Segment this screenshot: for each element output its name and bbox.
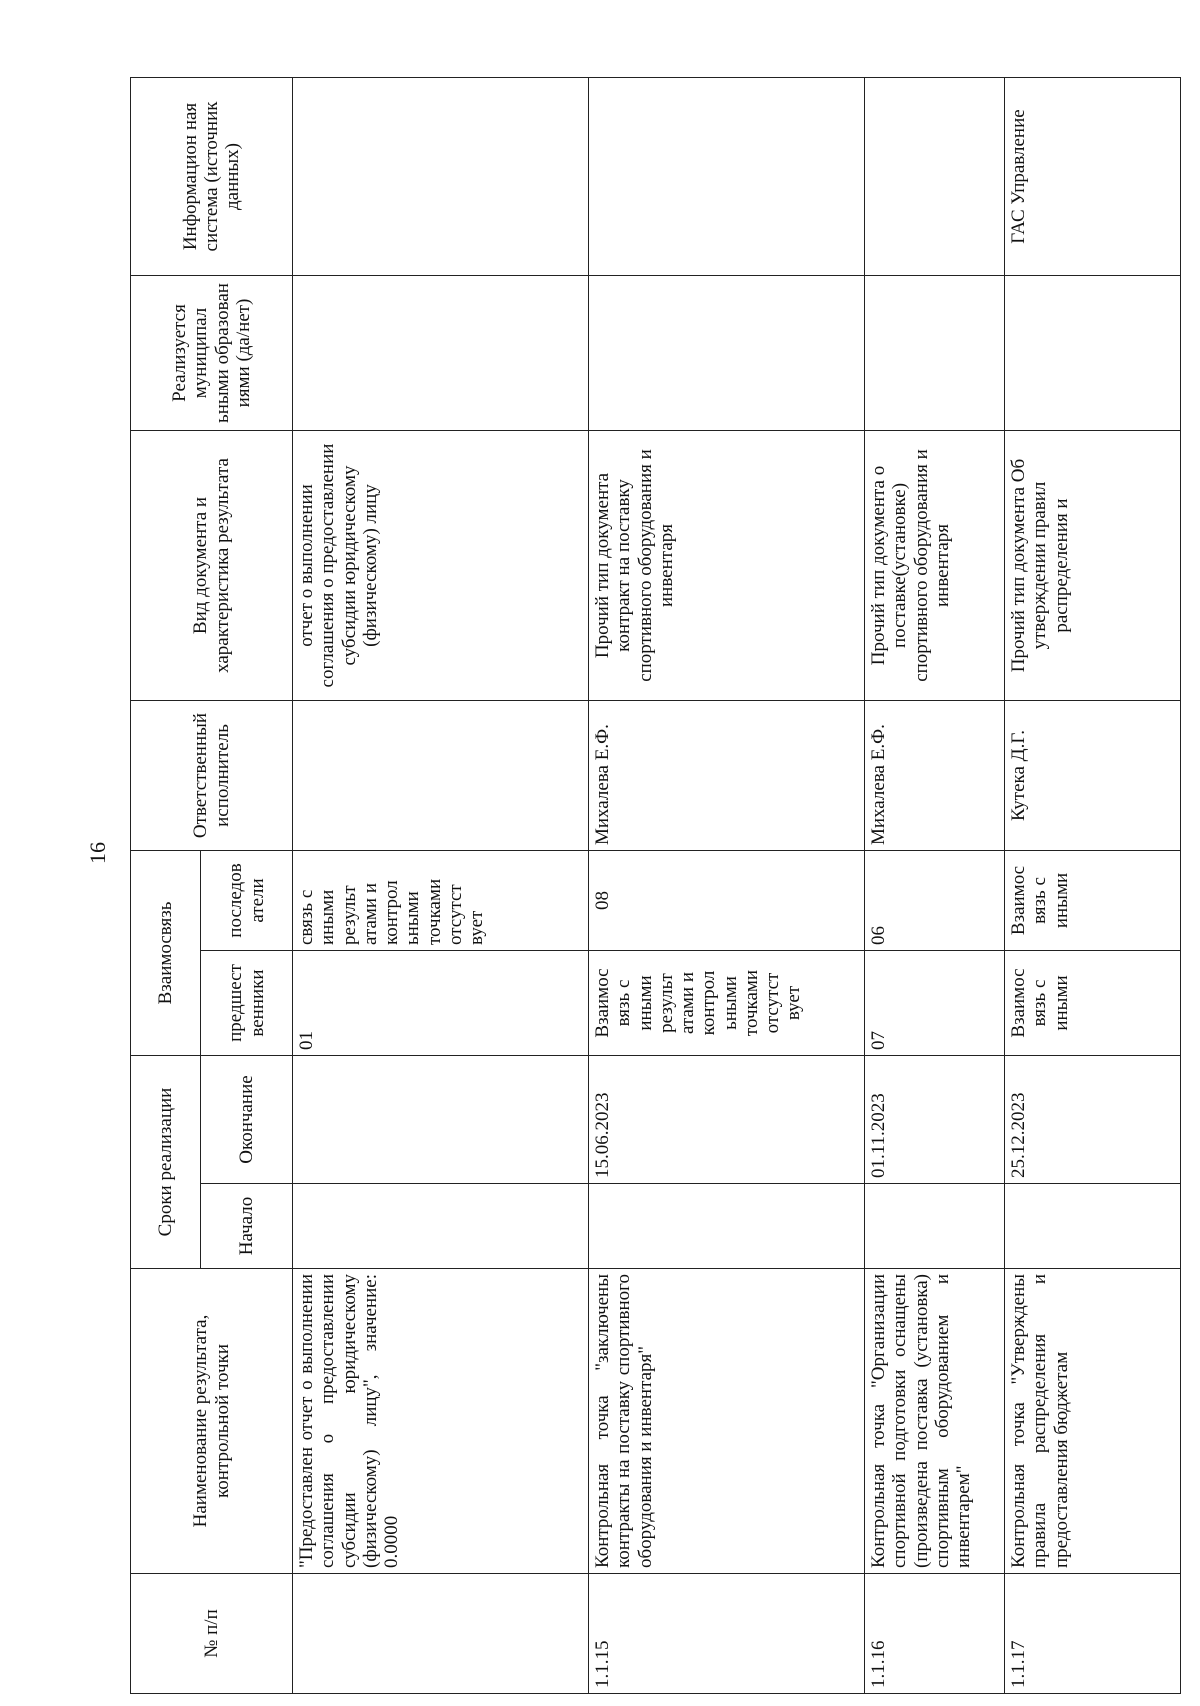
cell-end: 15.06.2023 — [589, 1056, 865, 1184]
cell-info-system — [589, 78, 865, 276]
cell-document: Прочий тип документа контракт на поставку спортивного оборудования и инвентаря — [589, 431, 865, 701]
cell-num: 1.1.16 — [865, 1574, 1005, 1694]
cell-num — [293, 1574, 589, 1694]
cell-document: Прочий тип документа Об утверждении правил распределения и — [1005, 431, 1181, 701]
cell-info-system — [293, 78, 589, 276]
cell-start — [293, 1184, 589, 1269]
cell-municipal — [293, 276, 589, 431]
cell-info-system: ГАС Управление — [1005, 78, 1181, 276]
cell-successors: 06 — [865, 851, 1005, 951]
cell-responsible — [293, 701, 589, 851]
cell-municipal — [1005, 276, 1181, 431]
cell-municipal — [589, 276, 865, 431]
cell-successors: связь с иными результ атами и контрол ьными точками отсутст вует — [293, 851, 589, 951]
header-document: Вид документа и характеристика результата — [131, 431, 293, 701]
header-num: № п/п — [131, 1574, 293, 1694]
header-link: Взаимосвязь — [131, 851, 201, 1056]
results-table-container — [130, 78, 1180, 1694]
header-predecessors: предшест венники — [201, 951, 293, 1056]
table-row — [1005, 78, 1181, 1694]
cell-predecessors: 01 — [293, 951, 589, 1056]
cell-info-system — [865, 78, 1005, 276]
cell-num: 1.1.17 — [1005, 1574, 1181, 1694]
cell-predecessors: Взаимос вязь с иными результ атами и контрол ьными точками отсутст вует — [589, 951, 865, 1056]
header-successors: последов атели — [201, 851, 293, 951]
table-row — [589, 78, 865, 1694]
header-responsible: Ответственный исполнитель — [131, 701, 293, 851]
cell-municipal — [865, 276, 1005, 431]
page-number: 16 — [85, 842, 110, 864]
cell-responsible: Михалева Е.Ф. — [589, 701, 865, 851]
header-terms: Сроки реализации — [131, 1056, 201, 1269]
cell-end: 25.12.2023 — [1005, 1056, 1181, 1184]
header-end: Окончание — [201, 1056, 293, 1184]
header-info-system: Информацион ная система (источник данных) — [131, 78, 293, 276]
cell-predecessors: 07 — [865, 951, 1005, 1056]
cell-start — [865, 1184, 1005, 1269]
cell-name: Контрольная точка "Организации спортивной подготовки оснащены (произведена поставка (установка) спортивным оборудованием и инвентарем" — [865, 1269, 1005, 1574]
cell-name: Контрольная точка "заключены контракты на поставку спортивного оборудования и инвентаря" — [589, 1269, 865, 1574]
cell-end: 01.11.2023 — [865, 1056, 1005, 1184]
table-row — [293, 78, 589, 1694]
header-name: Наименование результата, контрольной точки — [131, 1269, 293, 1574]
cell-start — [589, 1184, 865, 1269]
cell-responsible: Кутека Д.Г. — [1005, 701, 1181, 851]
header-start: Начало — [201, 1184, 293, 1269]
cell-successors: 08 — [589, 851, 865, 951]
cell-end — [293, 1056, 589, 1184]
cell-successors: Взаимос вязь с иными — [1005, 851, 1181, 951]
cell-predecessors: Взаимос вязь с иными — [1005, 951, 1181, 1056]
cell-num: 1.1.15 — [589, 1574, 865, 1694]
cell-responsible: Михалева Е.Ф. — [865, 701, 1005, 851]
cell-name: Контрольная точка "Утверждены правила распределения и предоставления бюджетам — [1005, 1269, 1181, 1574]
cell-start — [1005, 1184, 1181, 1269]
cell-name: "Предоставлен отчет о выполнении соглашения о предоставлении субсидии юридическому (физическому) лицу", значение: 0.0000 — [293, 1269, 589, 1574]
header-municipal: Реализуется муниципал ьными образован иями (да/нет) — [131, 276, 293, 431]
results-table — [130, 77, 1181, 1694]
cell-document: Прочий тип документа о поставке(установке) спортивного оборудования и инвентаря — [865, 431, 1005, 701]
cell-document: отчет о выполнении соглашения о предоставлении субсидии юридическому (физическому) лицу — [293, 431, 589, 701]
table-row — [865, 78, 1005, 1694]
